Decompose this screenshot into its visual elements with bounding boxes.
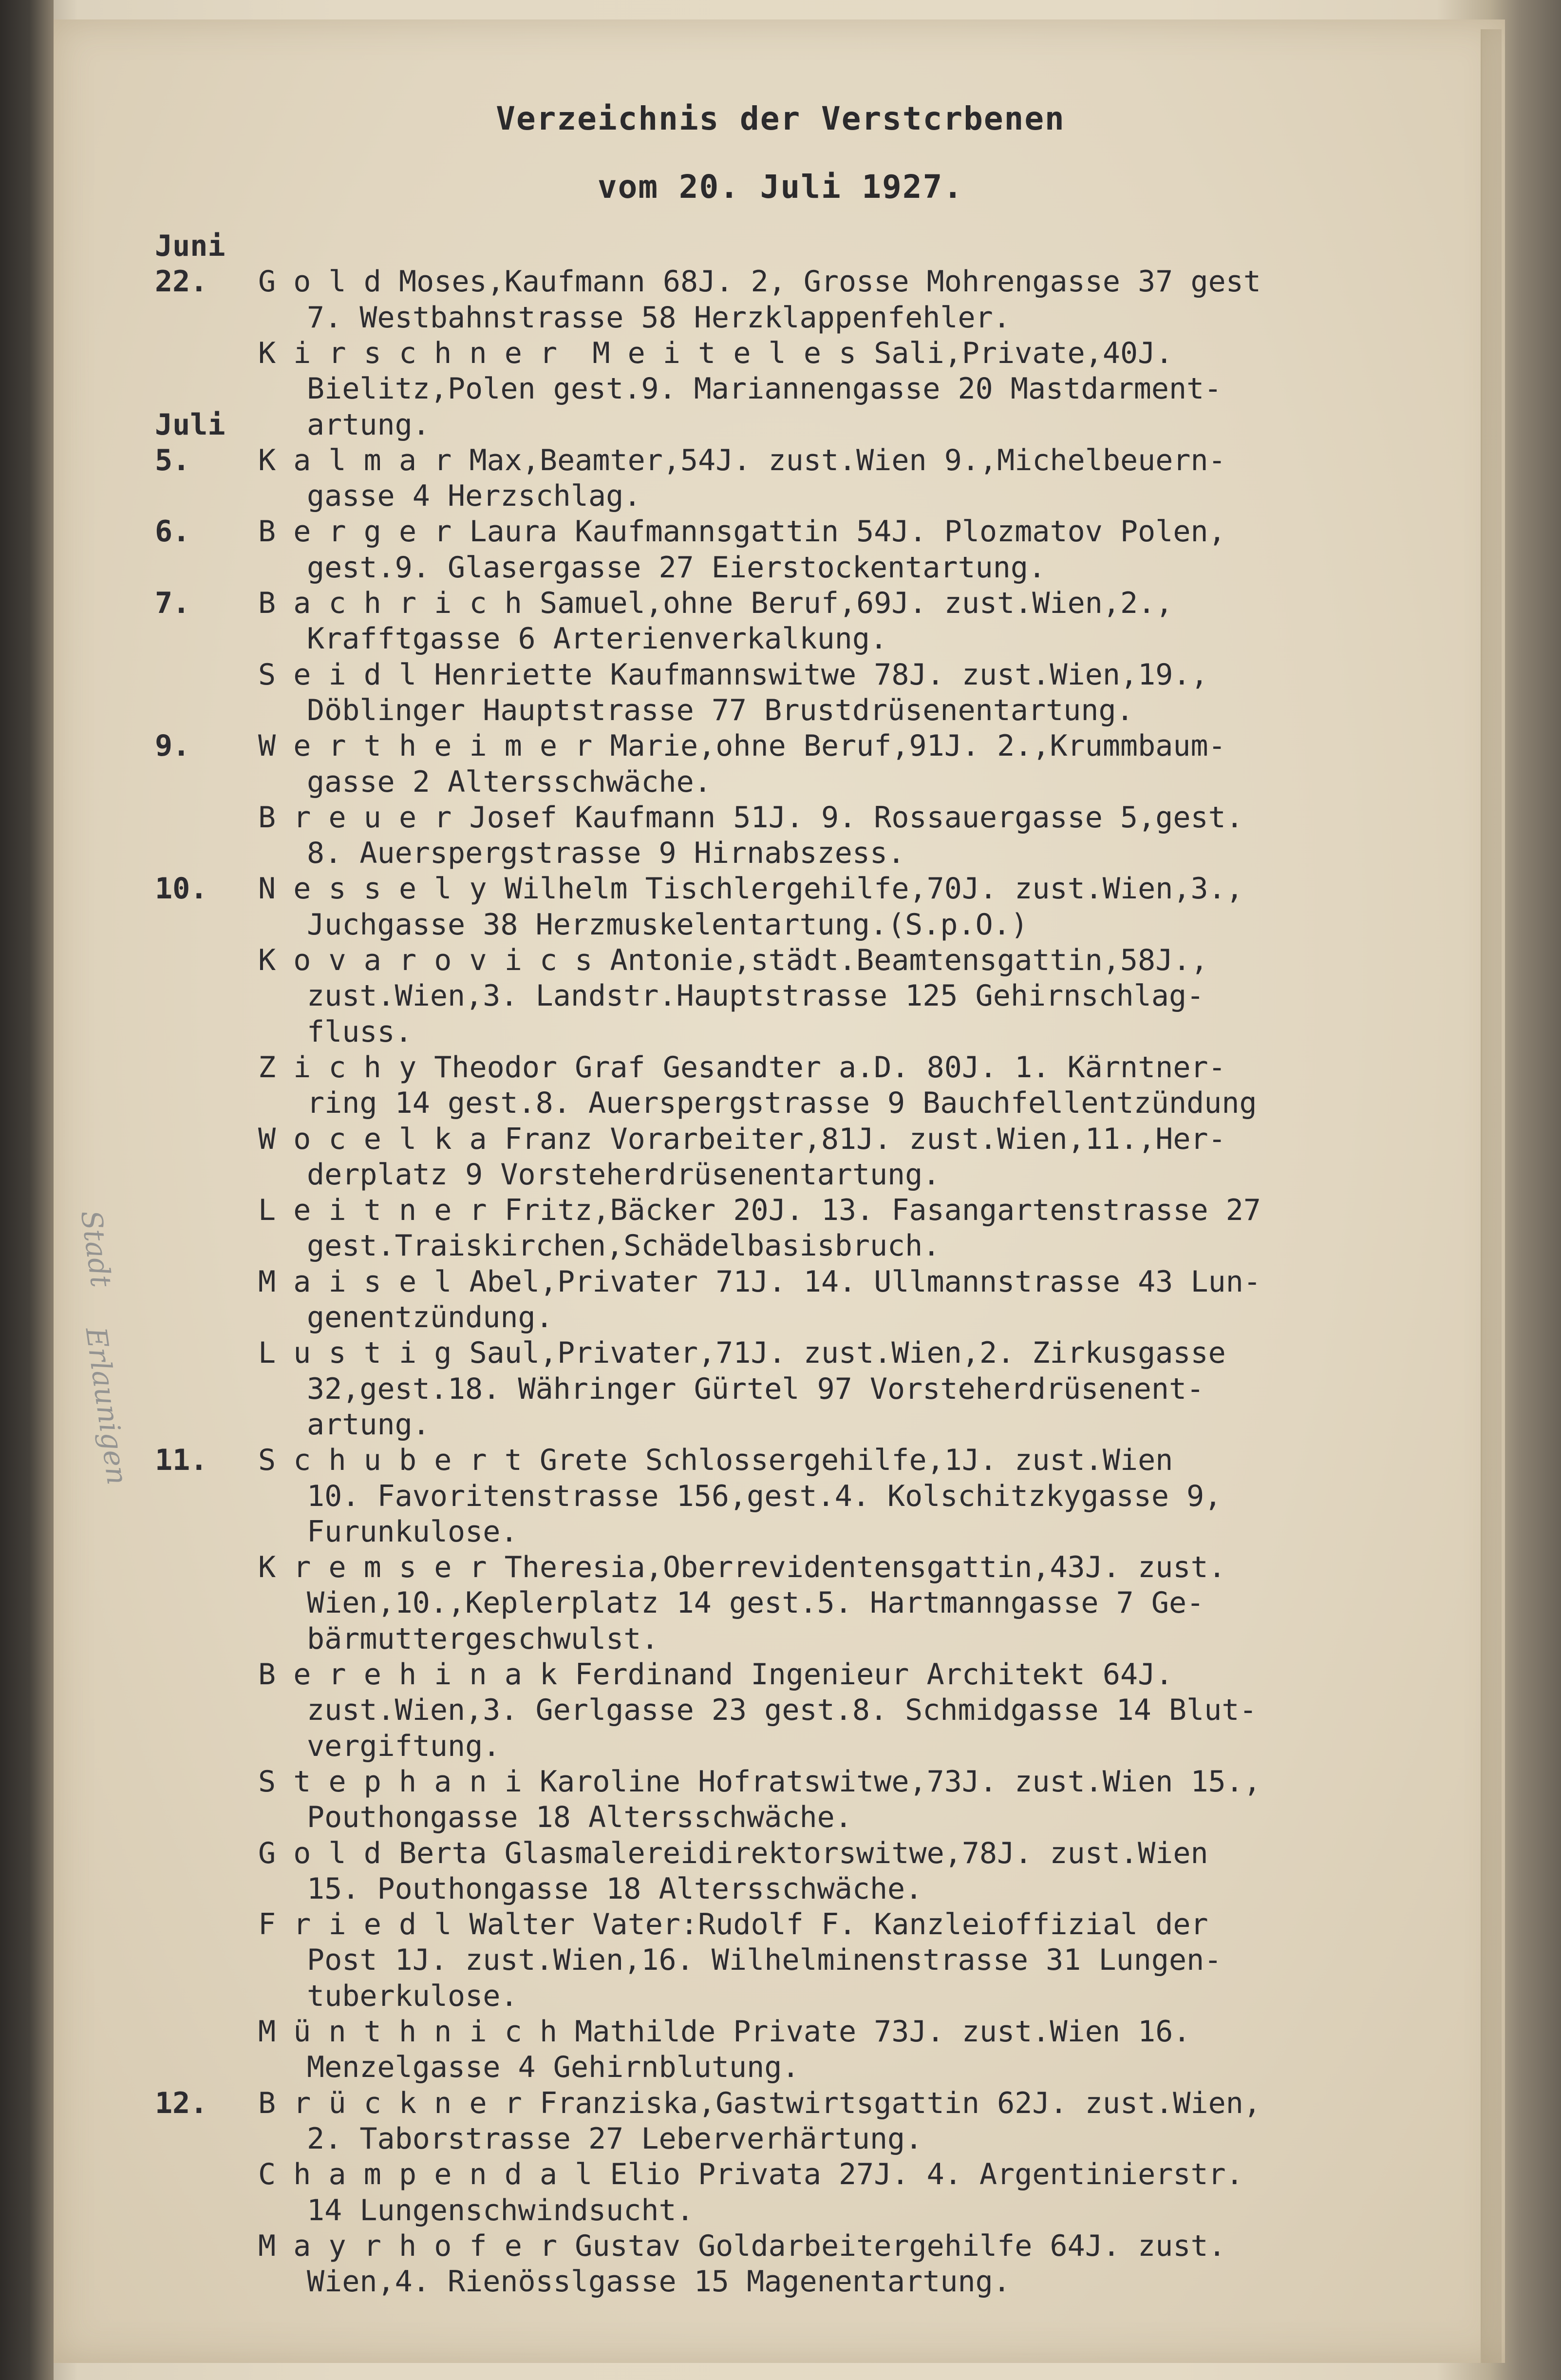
register-line xyxy=(0,693,1561,727)
entry-continuation-line: Döblinger Hauptstrasse 77 Brustdrüsenentartung. xyxy=(307,693,1134,727)
entry-name-line: B r ü c k n e r Franziska,Gastwirtsgattin 62J. zust.Wien, xyxy=(258,2086,1261,2120)
entry-continuation-line: ring 14 gest.8. Auerspergstrasse 9 Bauchfellentzündung xyxy=(307,1086,1257,1120)
register-line xyxy=(0,872,1561,906)
register-line xyxy=(0,586,1561,620)
register-line xyxy=(0,2122,1561,2156)
register-line xyxy=(0,1872,1561,1906)
register-line xyxy=(0,1015,1561,1049)
entry-continuation-line: 10. Favoritenstrasse 156,gest.4. Kolschitzkygasse 9, xyxy=(307,1479,1222,1513)
register-line xyxy=(0,2015,1561,2049)
register-line xyxy=(0,2050,1561,2084)
entry-date: 5. xyxy=(155,443,190,477)
entry-date: Juni xyxy=(155,229,226,263)
register-line xyxy=(0,1729,1561,1763)
register-line xyxy=(0,551,1561,585)
register-line xyxy=(0,1336,1561,1370)
register-line xyxy=(0,1229,1561,1263)
entry-continuation-line: bärmuttergeschwulst. xyxy=(307,1622,659,1656)
register-line xyxy=(0,1122,1561,1156)
register-line xyxy=(0,943,1561,977)
entry-date: 7. xyxy=(155,586,190,620)
entry-name-line: K r e m s e r Theresia,Oberrevidentensgattin,43J. zust. xyxy=(258,1550,1226,1584)
entry-name-line: W e r t h e i m e r Marie,ohne Beruf,91J. 2.,Krummbaum- xyxy=(258,729,1226,763)
entry-name-line: B e r e h i n a k Ferdinand Ingenieur Architekt 64J. xyxy=(258,1657,1173,1692)
register-line xyxy=(0,1657,1561,1692)
entry-name-line: K i r s c h n e r M e i t e l e s Sali,Private,40J. xyxy=(258,336,1173,370)
register-line xyxy=(0,265,1561,299)
margin-note: Stadt xyxy=(74,1208,118,1289)
entry-name-line: G o l d Moses,Kaufmann 68J. 2, Grosse Mohrengasse 37 gest xyxy=(258,265,1261,299)
entry-name-line: L u s t i g Saul,Privater,71J. zust.Wien,2. Zirkusgasse xyxy=(258,1336,1226,1370)
entry-continuation-line: Pouthongasse 18 Altersschwäche. xyxy=(307,1800,852,1834)
entry-date: 22. xyxy=(155,265,208,299)
entry-date: 10. xyxy=(155,872,208,906)
register-line xyxy=(0,336,1561,370)
entry-date: 11. xyxy=(155,1443,208,1477)
register-line xyxy=(0,729,1561,763)
register-line xyxy=(0,1265,1561,1299)
entry-name-line: C h a m p e n d a l Elio Privata 27J. 4. Argentinierstr. xyxy=(258,2157,1243,2191)
register-line xyxy=(0,301,1561,335)
entry-name-line: M a y r h o f e r Gustav Goldarbeitergehilfe 64J. zust. xyxy=(258,2229,1226,2263)
register-line xyxy=(0,1693,1561,1727)
register-line xyxy=(0,1515,1561,1549)
register-line xyxy=(0,443,1561,477)
entry-continuation-line: 14 Lungenschwindsucht. xyxy=(307,2193,694,2228)
entry-name-line: M ü n t h n i c h Mathilde Private 73J. zust.Wien 16. xyxy=(258,2015,1191,2049)
register-line xyxy=(0,1479,1561,1513)
register-line xyxy=(0,1586,1561,1620)
register-line xyxy=(0,1836,1561,1870)
entry-continuation-line: gasse 2 Altersschwäche. xyxy=(307,765,712,799)
entry-continuation-line: derplatz 9 Vorsteherdrüsenentartung. xyxy=(307,1158,940,1192)
register-line xyxy=(0,2086,1561,2120)
entry-name-line: L e i t n e r Fritz,Bäcker 20J. 13. Fasangartenstrasse 27 xyxy=(258,1193,1261,1227)
entry-continuation-line: Post 1J. zust.Wien,16. Wilhelminenstrasse 31 Lungen- xyxy=(307,1943,1222,1977)
entry-date: Juli xyxy=(155,408,226,442)
entry-name-line: G o l d Berta Glasmalereidirektorswitwe,78J. zust.Wien xyxy=(258,1836,1208,1870)
entry-continuation-line: gasse 4 Herzschlag. xyxy=(307,479,641,513)
margin-note: Erlaunigen xyxy=(79,1325,134,1487)
register-line xyxy=(0,2157,1561,2191)
entry-name-line: B a c h r i c h Samuel,ohne Beruf,69J. zust.Wien,2., xyxy=(258,586,1173,620)
register-line xyxy=(0,1372,1561,1406)
register-line xyxy=(0,1086,1561,1120)
register-line xyxy=(0,479,1561,513)
entry-continuation-line: zust.Wien,3. Gerlgasse 23 gest.8. Schmidgasse 14 Blut- xyxy=(307,1693,1257,1727)
entry-continuation-line: Furunkulose. xyxy=(307,1515,518,1549)
document-subtitle: vom 20. Juli 1927. xyxy=(597,168,964,206)
register-line xyxy=(0,1193,1561,1227)
entry-continuation-line: 32,gest.18. Währinger Gürtel 97 Vorsteherdrüsenent- xyxy=(307,1372,1204,1406)
entry-continuation-line: Juchgasse 38 Herzmuskelentartung.(S.p.O.) xyxy=(307,908,1029,942)
entry-continuation-line: 7. Westbahnstrasse 58 Herzklappenfehler. xyxy=(307,301,1011,335)
entry-name-line: N e s s e l y Wilhelm Tischlergehilfe,70J. zust.Wien,3., xyxy=(258,872,1243,906)
entry-name-line: S t e p h a n i Karoline Hofratswitwe,73J. zust.Wien 15., xyxy=(258,1765,1261,1799)
entry-continuation-line: Wien,4. Rienösslgasse 15 Magenentartung. xyxy=(307,2265,1011,2299)
register-line xyxy=(0,908,1561,942)
register-line xyxy=(0,1443,1561,1477)
entry-continuation-line: Krafftgasse 6 Arterienverkalkung. xyxy=(307,622,888,656)
entry-continuation-line: vergiftung. xyxy=(307,1729,501,1763)
register-line xyxy=(0,1979,1561,2013)
entry-date: 12. xyxy=(155,2086,208,2120)
register-line xyxy=(0,229,1561,263)
entry-name-line: K a l m a r Max,Beamter,54J. zust.Wien 9.,Michelbeuern- xyxy=(258,443,1226,477)
entry-name-line: Z i c h y Theodor Graf Gesandter a.D. 80J. 1. Kärntner- xyxy=(258,1050,1226,1085)
register-line xyxy=(0,372,1561,406)
entry-name-line: S e i d l Henriette Kaufmannswitwe 78J. zust.Wien,19., xyxy=(258,658,1208,692)
register-line xyxy=(0,2265,1561,2299)
entry-name-line: W o c e l k a Franz Vorarbeiter,81J. zust.Wien,11.,Her- xyxy=(258,1122,1226,1156)
register-line xyxy=(0,2229,1561,2263)
register-line xyxy=(0,658,1561,692)
register-line xyxy=(0,765,1561,799)
register-line xyxy=(0,979,1561,1013)
entry-name-line: S c h u b e r t Grete Schlossergehilfe,1J. zust.Wien xyxy=(258,1443,1173,1477)
entry-continuation-line: gest.9. Glasergasse 27 Eierstockentartung. xyxy=(307,551,1046,585)
entry-continuation-line: 8. Auerspergstrasse 9 Hirnabszess. xyxy=(307,836,905,870)
entry-name-line: B r e u e r Josef Kaufmann 51J. 9. Rossauergasse 5,gest. xyxy=(258,800,1243,835)
entry-continuation-line: artung. xyxy=(307,408,430,442)
entry-continuation-line: Bielitz,Polen gest.9. Mariannengasse 20 Mastdarment- xyxy=(307,372,1222,406)
register-line xyxy=(0,1943,1561,1977)
entry-date: 9. xyxy=(155,729,190,763)
entry-continuation-line: Wien,10.,Keplerplatz 14 gest.5. Hartmanngasse 7 Ge- xyxy=(307,1586,1204,1620)
register-line xyxy=(0,1907,1561,1942)
register-line xyxy=(0,1408,1561,1442)
register-line xyxy=(0,1550,1561,1584)
entry-continuation-line: 2. Taborstrasse 27 Leberverhärtung. xyxy=(307,2122,923,2156)
entry-name-line: K o v a r o v i c s Antonie,städt.Beamtensgattin,58J., xyxy=(258,943,1208,977)
entry-continuation-line: gest.Traiskirchen,Schädelbasisbruch. xyxy=(307,1229,940,1263)
register-line xyxy=(0,1765,1561,1799)
register-line xyxy=(0,2193,1561,2228)
register-line xyxy=(0,836,1561,870)
register-line xyxy=(0,1158,1561,1192)
entry-continuation-line: fluss. xyxy=(307,1015,413,1049)
document-title: Verzeichnis der Verstcrbenen xyxy=(496,100,1065,137)
register-line xyxy=(0,1800,1561,1834)
entry-continuation-line: Menzelgasse 4 Gehirnblutung. xyxy=(307,2050,800,2084)
entry-name-line: M a i s e l Abel,Privater 71J. 14. Ullmannstrasse 43 Lun- xyxy=(258,1265,1261,1299)
register-line xyxy=(0,622,1561,656)
register-line xyxy=(0,1300,1561,1334)
entry-date: 6. xyxy=(155,514,190,549)
entry-continuation-line: artung. xyxy=(307,1408,430,1442)
register-line xyxy=(0,1622,1561,1656)
register-line xyxy=(0,1050,1561,1085)
entry-continuation-line: genentzündung. xyxy=(307,1300,553,1334)
entry-continuation-line: tuberkulose. xyxy=(307,1979,518,2013)
register-line xyxy=(0,800,1561,835)
entry-name-line: B e r g e r Laura Kaufmannsgattin 54J. Plozmatov Polen, xyxy=(258,514,1226,549)
register-line xyxy=(0,514,1561,549)
entry-name-line: F r i e d l Walter Vater:Rudolf F. Kanzleioffizial der xyxy=(258,1907,1208,1942)
register-line xyxy=(0,408,1561,442)
entry-continuation-line: 15. Pouthongasse 18 Altersschwäche. xyxy=(307,1872,923,1906)
entry-continuation-line: zust.Wien,3. Landstr.Hauptstrasse 125 Gehirnschlag- xyxy=(307,979,1204,1013)
